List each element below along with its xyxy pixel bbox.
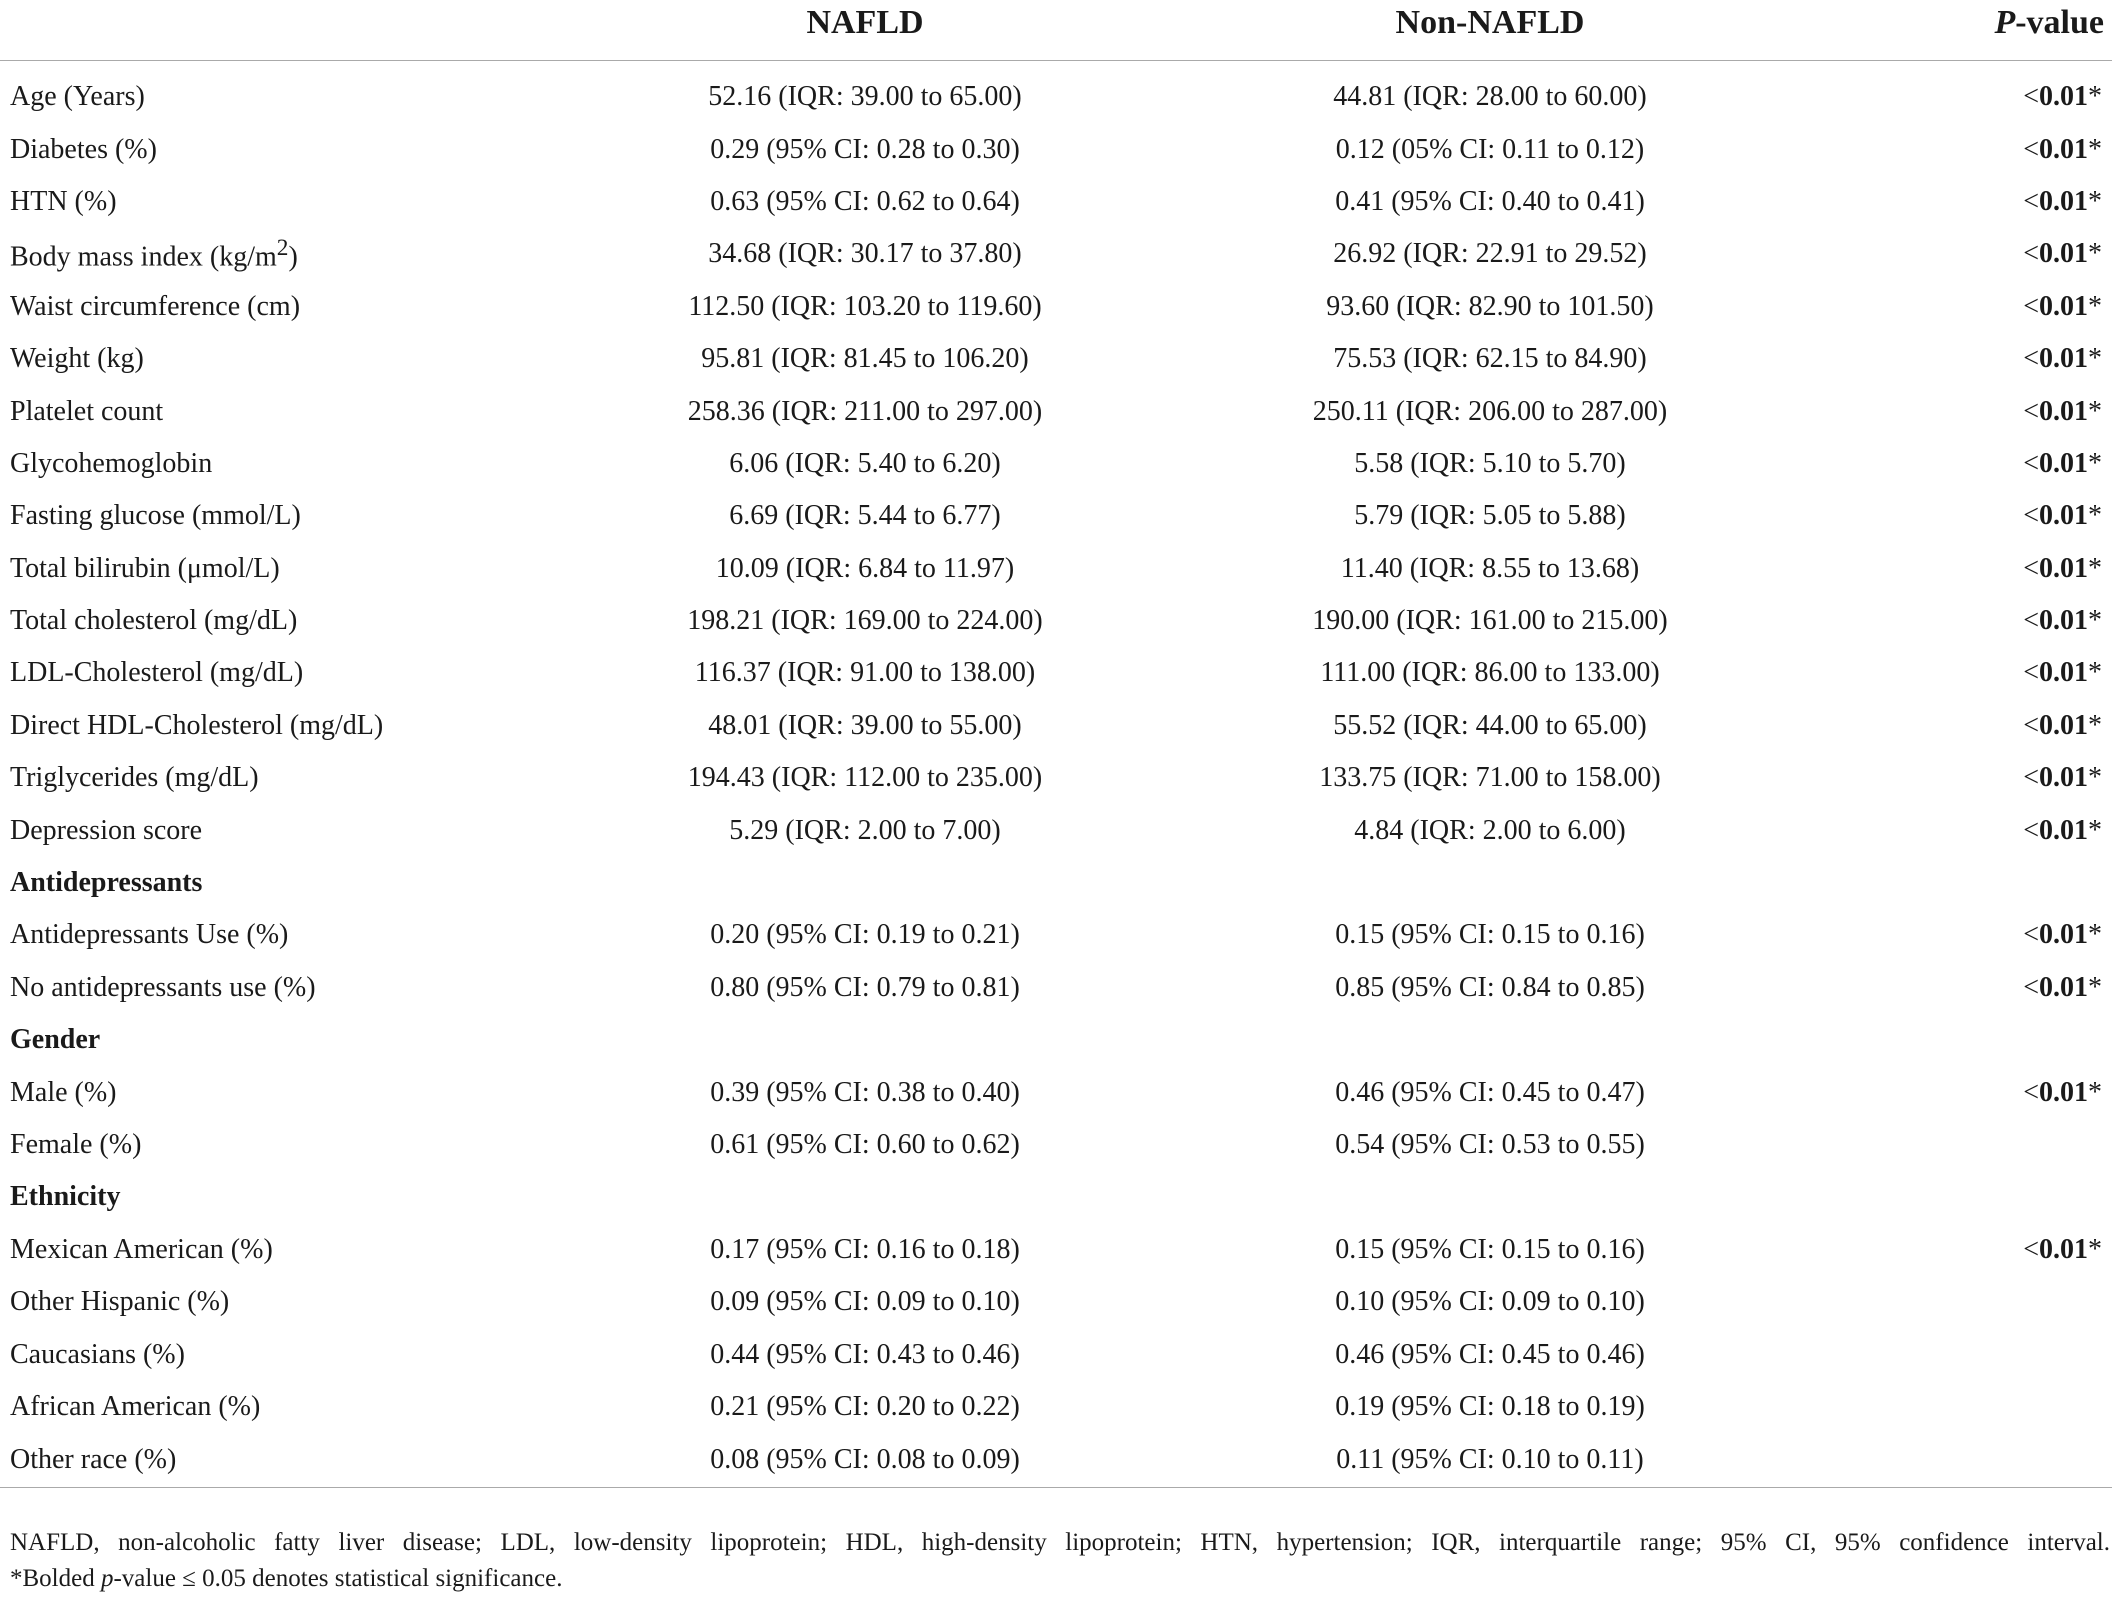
table-row: [0, 1381, 2112, 1433]
nafld-value: 10.09 (IQR: 6.84 to 11.97): [715, 552, 1015, 584]
non-nafld-value: 0.41 (95% CI: 0.40 to 0.41): [1335, 185, 1645, 217]
nafld-value: 116.37 (IQR: 91.00 to 138.00): [694, 657, 1036, 689]
nafld-value: 0.63 (95% CI: 0.62 to 0.64): [710, 185, 1020, 217]
nafld-value: 198.21 (IQR: 169.00 to 224.00): [687, 605, 1043, 637]
p-value-cell: <0.01*: [2023, 1233, 2102, 1265]
p-value-cell: <0.01*: [2023, 185, 2102, 217]
nafld-value: 0.44 (95% CI: 0.43 to 0.46): [710, 1338, 1020, 1370]
nafld-value: 0.20 (95% CI: 0.19 to 0.21): [710, 919, 1020, 951]
p-value-cell: <0.01*: [2023, 290, 2102, 322]
row-label: Caucasians (%): [10, 1338, 185, 1370]
p-value-cell: [1810, 1433, 2112, 1488]
non-nafld-value: 0.10 (95% CI: 0.09 to 0.10): [1335, 1286, 1645, 1318]
non-nafld-value: 75.53 (IQR: 62.15 to 84.90): [1333, 343, 1647, 375]
table-row: [0, 333, 2112, 385]
row-label: Fasting glucose (mmol/L): [10, 500, 301, 532]
row-label: Weight (kg): [10, 343, 144, 375]
p-value-cell: <0.01*: [2023, 447, 2102, 479]
row-label: Age (Years): [10, 81, 145, 113]
p-value-cell: <0.01*: [2023, 133, 2102, 165]
row-label: HTN (%): [10, 185, 117, 217]
footnote-significance: *Bolded p-value ≤ 0.05 denotes statistical significance.: [10, 1565, 563, 1592]
nafld-value: 6.06 (IQR: 5.40 to 6.20): [729, 447, 1001, 479]
section-label: Antidepressants: [10, 867, 203, 899]
header-blank: [0, 0, 560, 61]
non-nafld-value: 0.54 (95% CI: 0.53 to 0.55): [1335, 1129, 1645, 1160]
non-nafld-value: 0.15 (95% CI: 0.15 to 0.16): [1335, 919, 1645, 951]
row-label: Triglycerides (mg/dL): [10, 762, 259, 794]
row-label: Antidepressants Use (%): [10, 919, 289, 951]
nafld-value: 0.39 (95% CI: 0.38 to 0.40): [710, 1076, 1020, 1108]
row-label: Diabetes (%): [10, 133, 157, 165]
p-value-cell: <0.01*: [2023, 552, 2102, 584]
table-row: [0, 1119, 2112, 1171]
nafld-value: 194.43 (IQR: 112.00 to 235.00): [687, 762, 1043, 794]
table-row: [0, 176, 2112, 228]
p-value-cell: [1810, 1119, 2112, 1171]
p-value-cell: <0.01*: [2023, 81, 2102, 113]
p-value-cell: <0.01*: [2023, 709, 2102, 741]
table-row: [0, 1224, 2112, 1276]
nafld-value: 6.69 (IQR: 5.44 to 6.77): [729, 500, 1001, 532]
table-row: [0, 281, 2112, 333]
table-row: [0, 1066, 2112, 1118]
non-nafld-value: 93.60 (IQR: 82.90 to 101.50): [1326, 290, 1654, 322]
table-row: [0, 1328, 2112, 1380]
header-row: [0, 0, 2112, 61]
table-row: [0, 543, 2112, 595]
section-header-row: [0, 1014, 2112, 1066]
table-footnote: [10, 1525, 2110, 1597]
nafld-value: 0.17 (95% CI: 0.16 to 0.18): [710, 1233, 1020, 1265]
nafld-value: 0.29 (95% CI: 0.28 to 0.30): [710, 133, 1020, 165]
row-label: No antidepressants use (%): [10, 971, 316, 1003]
p-value-cell: <0.01*: [2023, 1076, 2102, 1108]
nafld-value: 258.36 (IQR: 211.00 to 297.00): [687, 395, 1043, 427]
nafld-value: 95.81 (IQR: 81.45 to 106.20): [701, 343, 1029, 375]
row-label: LDL-Cholesterol (mg/dL): [10, 657, 304, 689]
non-nafld-value: 4.84 (IQR: 2.00 to 6.00): [1354, 814, 1626, 846]
non-nafld-value: 190.00 (IQR: 161.00 to 215.00): [1312, 605, 1668, 637]
table-body: [0, 61, 2112, 1488]
non-nafld-value: 0.12 (05% CI: 0.11 to 0.12): [1335, 133, 1645, 165]
row-label: Platelet count: [10, 395, 164, 427]
non-nafld-value: 5.79 (IQR: 5.05 to 5.88): [1354, 500, 1626, 532]
table-row: [0, 909, 2112, 961]
non-nafld-value: 5.58 (IQR: 5.10 to 5.70): [1354, 447, 1626, 479]
header-p-value: P-value: [1810, 0, 2112, 61]
section-header-row: [0, 857, 2112, 909]
nafld-value: 34.68 (IQR: 30.17 to 37.80): [708, 238, 1022, 270]
non-nafld-value: 11.40 (IQR: 8.55 to 13.68): [1340, 552, 1640, 584]
non-nafld-value: 250.11 (IQR: 206.00 to 287.00): [1312, 395, 1668, 427]
nafld-value: 0.61 (95% CI: 0.60 to 0.62): [710, 1129, 1020, 1160]
p-value-cell: <0.01*: [2023, 238, 2102, 270]
header-nafld: NAFLD: [560, 0, 1170, 61]
non-nafld-value: 111.00 (IQR: 86.00 to 133.00): [1320, 657, 1660, 689]
row-label: Waist circumference (cm): [10, 290, 301, 322]
section-header-row: [0, 1171, 2112, 1223]
p-value-cell: <0.01*: [2023, 814, 2102, 846]
section-label: Ethnicity: [10, 1181, 121, 1213]
table-row: [0, 228, 2112, 280]
table-row: [0, 804, 2112, 856]
row-label: Direct HDL-Cholesterol (mg/dL): [10, 709, 384, 741]
row-label: Depression score: [10, 814, 203, 846]
nafld-value: 0.09 (95% CI: 0.09 to 0.10): [710, 1286, 1020, 1318]
nafld-value: 0.21 (95% CI: 0.20 to 0.22): [710, 1390, 1020, 1422]
table-row: [0, 962, 2112, 1014]
table-row: [0, 595, 2112, 647]
row-label: Other Hispanic (%): [10, 1286, 230, 1318]
row-label: Glycohemoglobin: [10, 447, 213, 479]
table-row: [0, 490, 2112, 542]
table-row: [0, 385, 2112, 437]
row-label: Total bilirubin (μmol/L): [10, 552, 280, 584]
table-row: [0, 752, 2112, 804]
nafld-value: 0.08 (95% CI: 0.08 to 0.09): [560, 1433, 1170, 1488]
table-row: [0, 700, 2112, 752]
p-value-cell: <0.01*: [2023, 657, 2102, 689]
row-label: Total cholesterol (mg/dL): [10, 605, 298, 637]
footnote-abbreviations: NAFLD, non-alcoholic fatty liver disease; LDL, low-density lipoprotein; HDL, high-density lipoprotein; HTN, hypertension; IQR, interquartile range; 95% CI, 95% confidence interval.: [10, 1529, 2110, 1556]
section-label: Gender: [10, 1024, 101, 1056]
table-row: [0, 71, 2112, 123]
non-nafld-value: 133.75 (IQR: 71.00 to 158.00): [1319, 762, 1661, 794]
p-value-cell: [1810, 1381, 2112, 1433]
nafld-value: 5.29 (IQR: 2.00 to 7.00): [729, 814, 1001, 846]
p-value-cell: [1810, 1276, 2112, 1328]
table-row: [0, 1433, 2112, 1488]
p-value-cell: <0.01*: [2023, 971, 2102, 1003]
p-value-cell: <0.01*: [2023, 395, 2102, 427]
p-value-cell: <0.01*: [2023, 919, 2102, 951]
nafld-value: 48.01 (IQR: 39.00 to 55.00): [708, 709, 1022, 741]
non-nafld-value: 44.81 (IQR: 28.00 to 60.00): [1333, 81, 1647, 113]
p-value-cell: <0.01*: [2023, 762, 2102, 794]
row-label: African American (%): [10, 1390, 261, 1422]
p-value-cell: <0.01*: [2023, 605, 2102, 637]
nafld-value: 52.16 (IQR: 39.00 to 65.00): [708, 81, 1022, 113]
non-nafld-value: 0.11 (95% CI: 0.10 to 0.11): [1170, 1433, 1810, 1488]
nafld-value: 112.50 (IQR: 103.20 to 119.60): [688, 290, 1042, 322]
non-nafld-value: 0.85 (95% CI: 0.84 to 0.85): [1335, 971, 1645, 1003]
p-value-cell: <0.01*: [2023, 500, 2102, 532]
table-row: [0, 438, 2112, 490]
p-value-cell: <0.01*: [2023, 343, 2102, 375]
non-nafld-value: 0.15 (95% CI: 0.15 to 0.16): [1335, 1233, 1645, 1265]
nafld-value: 0.80 (95% CI: 0.79 to 0.81): [710, 971, 1020, 1003]
non-nafld-value: 0.46 (95% CI: 0.45 to 0.46): [1335, 1338, 1645, 1370]
non-nafld-value: 0.19 (95% CI: 0.18 to 0.19): [1335, 1390, 1645, 1422]
row-label: Other race (%): [0, 1433, 560, 1488]
non-nafld-value: 55.52 (IQR: 44.00 to 65.00): [1333, 709, 1647, 741]
row-label: Mexican American (%): [10, 1233, 273, 1265]
non-nafld-value: 0.46 (95% CI: 0.45 to 0.47): [1335, 1076, 1645, 1108]
p-value-cell: [1810, 1328, 2112, 1380]
non-nafld-value: 26.92 (IQR: 22.91 to 29.52): [1333, 238, 1647, 270]
table-row: [0, 1276, 2112, 1328]
row-label: Male (%): [10, 1076, 117, 1108]
header-non-nafld: Non-NAFLD: [1170, 0, 1810, 61]
table-row: [0, 647, 2112, 699]
row-label: Body mass index $(kg/m^2)$: [10, 235, 298, 273]
table-row: [0, 123, 2112, 175]
row-label: Female (%): [10, 1129, 142, 1160]
